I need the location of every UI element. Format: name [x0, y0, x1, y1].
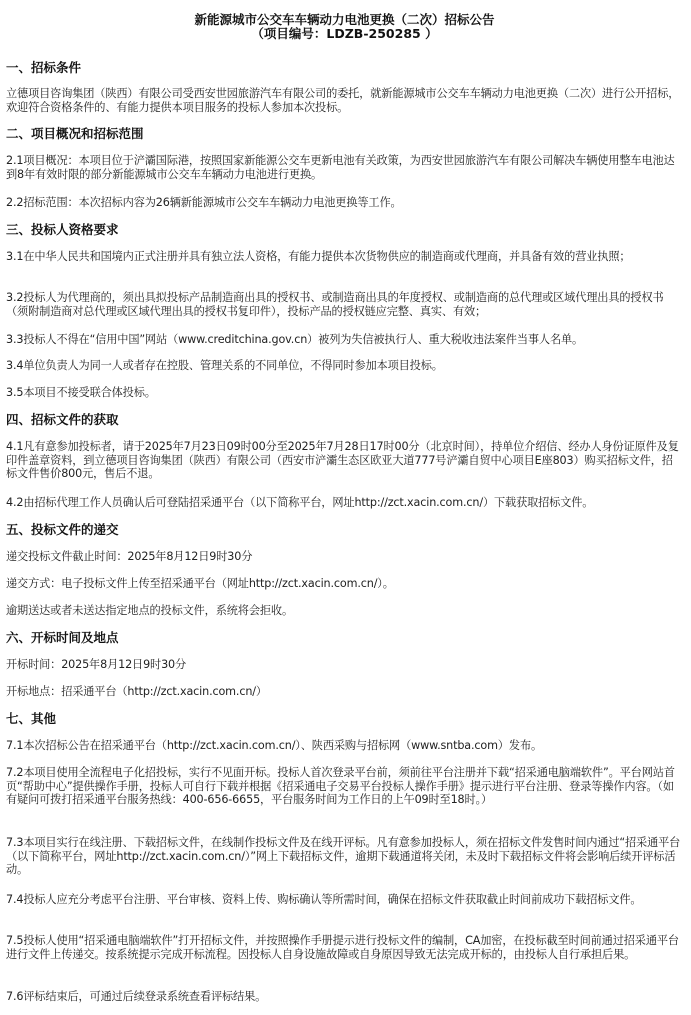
section-2-para-2: 2.2招标范围：本次招标内容为26辆新能源城市公交车车辆动力电池更换等工作。 [6, 196, 402, 209]
section-5-para-2: 递交方式：电子投标文件上传至招采通平台（网址http://zct.xacin.com.cn/）。 [6, 577, 394, 590]
document-title: 新能源城市公交车车辆动力电池更换（二次）招标公告 [194, 12, 495, 27]
section-7-para-2: 7.2本项目使用全流程电子化招投标，实行不见面开标。投标人首次登录平台前，须前往平台注册并下载“招采通电脑端软件”。平台网站首页“帮助中心”提供操作手册，投标人可自行下载并根据《招采通电子交易平台投标人操作手册》提示进行平台注册、登录等操作内容。（如有疑问可拨打招采通平台服务热线：400-656-6655，平台服务时间为工作日的上午09时至18时。） [6, 766, 675, 806]
section-heading-4: 四、招标文件的获取 [6, 412, 119, 427]
section-5-para-3: 逾期送达或者未送达指定地点的投标文件，系统将会拒收。 [6, 604, 293, 617]
section-3-para-4: 3.4单位负责人为同一人或者存在控股、管理关系的不同单位，不得同时参加本项目投标。 [6, 359, 443, 372]
section-4-para-2: 4.2由招标代理工作人员确认后可登陆招采通平台（以下简称平台，网址http://zct.xacin.com.cn/）下载获取招标文件。 [6, 496, 594, 509]
section-heading-1: 一、招标条件 [6, 60, 82, 75]
section-heading-2: 二、项目概况和招标范围 [6, 126, 144, 141]
section-4-para-1: 4.1凡有意参加投标者，请于2025年7月23日09时00分至2025年7月28日17时00分（北京时间），持单位介绍信、经办人身份证原件及复印件盖章资料，到立德项目咨询集团（陕西）有限公司（西安市浐灞生态区欧亚大道777号浐灞自贸中心项目E座803）购买招标文件，招标文件售价800元，售后不退。 [6, 440, 679, 480]
section-6-para-2: 开标地点：招采通平台（http://zct.xacin.com.cn/） [6, 685, 267, 698]
section-7-para-5: 7.5投标人使用“招采通电脑端软件”打开招标文件，并按照操作手册提示进行投标文件的编制，CA加密，在投标截至时间前通过招采通平台进行文件上传递交。按系统提示完成开标流程。因投标人自身设施故障或自身原因导致无法完成开标的，由投标人自行承担后果。 [6, 934, 679, 961]
section-7-para-6: 7.6评标结束后，可通过后续登录系统查看评标结果。 [6, 990, 267, 1003]
section-heading-3: 三、投标人资格要求 [6, 222, 119, 237]
project-number: （项目编号：LDZB-250285 ） [251, 26, 438, 41]
section-3-para-2: 3.2投标人为代理商的，须出具拟投标产品制造商出具的授权书、或制造商出具的年度授权、或制造商的总代理或区域代理出具的授权书（须附制造商对总代理或区域代理出具的授权书复印件），投标产品的授权链应完整、真实、有效； [6, 291, 664, 318]
section-7-para-3: 7.3本项目实行在线注册、下载招标文件，在线制作投标文件及在线开评标。凡有意参加投标人，须在招标文件发售时间内通过“招采通平台（以下简称平台，网址http://zct.xacin.com.cn/）”网上下载招标文件，逾期下载通道将关闭，未及时下载招标文件将会影响后续开评标活动。 [6, 836, 681, 876]
section-6-para-1: 开标时间：2025年8月12日9时30分 [6, 658, 187, 671]
section-7-para-4: 7.4投标人应充分考虑平台注册、平台审核、资料上传、购标确认等所需时间，确保在招标文件获取截止时间前成功下载招标文件。 [6, 893, 642, 906]
section-heading-6: 六、开标时间及地点 [6, 630, 119, 645]
section-heading-7: 七、其他 [6, 711, 57, 726]
section-3-para-5: 3.5本项目不接受联合体投标。 [6, 386, 156, 399]
section-heading-5: 五、投标文件的递交 [6, 522, 119, 537]
section-2-para-1: 2.1项目概况：本项目位于浐灞国际港，按照国家新能源公交车更新电池有关政策，为西安世园旅游汽车有限公司解决车辆使用整车电池达到8年有效时限的部分新能源城市公交车车辆动力电池进行更换。 [6, 154, 675, 181]
section-5-para-1: 递交投标文件截止时间：2025年8月12日9时30分 [6, 550, 253, 563]
section-3-para-1: 3.1在中华人民共和国境内正式注册并具有独立法人资格，有能力提供本次货物供应的制造商或代理商，并具备有效的营业执照； [6, 250, 631, 263]
section-3-para-3: 3.3投标人不得在“信用中国”网站（www.creditchina.gov.cn）被列为失信被执行人、重大税收违法案件当事人名单。 [6, 333, 584, 346]
section-7-para-1: 7.1本次招标公告在招采通平台（http://zct.xacin.com.cn/）、陕西采购与招标网（www.sntba.com）发布。 [6, 739, 543, 752]
section-1-para-1: 立德项目咨询集团（陕西）有限公司受西安世园旅游汽车有限公司的委托，就新能源城市公交车车辆动力电池更换（二次）进行公开招标，欢迎符合资格条件的、有能力提供本项目服务的投标人参加本次投标。 [6, 87, 680, 114]
